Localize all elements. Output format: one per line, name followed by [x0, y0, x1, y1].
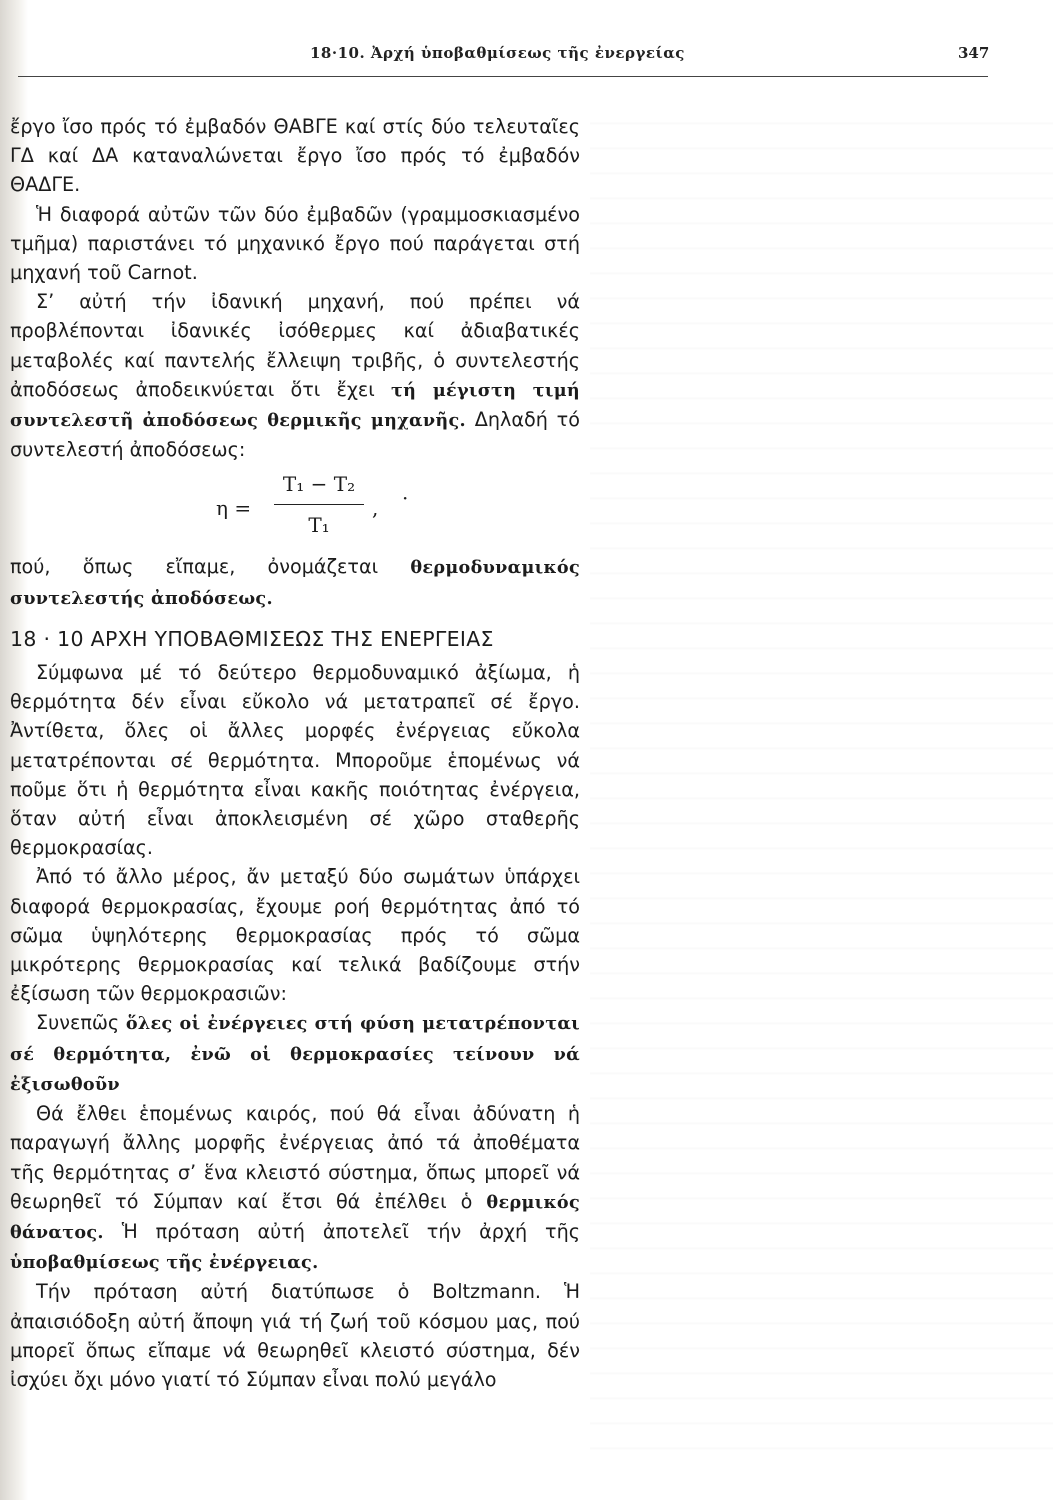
paragraph: Σύμφωνα μέ τό δεύτερο θερμοδυναμικό ἀξίωμα, ἡ θερμότητα δέν εἶναι εὔκολο νά μετατραπεῖ σέ ἔργο. Ἀντίθετα, ὅλες οἱ ἄλλες μορφές ἐνέργειας εὔκολα μετατρέπονται σέ θερμότητα. Μποροῦμε ἑπομένως νά ποῦμε ὅτι ἡ θερμότητα εἶναι κακῆς ποιότητας ἐνέργεια, ὅταν αὐτή εἶναι ἀποκλεισμένη σέ χῶρο σταθερῆς θερμοκρασίας. [10, 661, 580, 860]
running-head: 18·10. Ἀρχή ὑποβαθμίσεως τῆς ἐνεργείας [310, 44, 685, 62]
text-span: Σ’ αὐτή τήν ἰδανική μηχανή, πού πρέπει νά προβλέπονται ἰδανικές ἰσόθερμες καί ἀδιαβατικές μεταβολές καί παντελής ἔλλειψη τριβῆς, ὁ συντελεστής ἀποδόσεως ἀποδεικνύεται ὅτι ἔχει [10, 290, 580, 401]
bold-text: ὅλες οἱ ἐνέργειες στή φύση μετατρέπονται σέ θερμότητα, ἐνῶ οἱ θερμοκρασίες τείνουν νά ἐξισωθοῦν [10, 1013, 580, 1095]
bold-text: θερμικός θάνατος. [10, 1191, 580, 1243]
formula-comma: , [372, 496, 379, 521]
efficiency-formula [10, 470, 580, 548]
text-span: πού, ὅπως εἴπαμε, ὀνομάζεται [10, 555, 379, 579]
header-rule [18, 76, 988, 77]
body-text [10, 112, 580, 1394]
page-number: 347 [958, 44, 990, 62]
text-span: Ἡ πρόταση αὐτή ἀποτελεῖ τήν ἀρχή τῆς [121, 1219, 580, 1243]
formula-denominator: T₁ [308, 512, 330, 537]
paragraph [10, 1099, 580, 1277]
formula-numerator: T₁ − T₂ [282, 472, 356, 497]
bold-text: ὑποβαθμίσεως τῆς ἐνέργειας. [10, 1252, 319, 1274]
paragraph: Τήν πρόταση αὐτή διατύπωσε ὁ Boltzmann. Ἡ ἀπαισιόδοξη αὐτή ἄποψη γιά τή ζωή τοῦ κόσμου μας, πού μπορεῖ ὅπως εἴπαμε νά θεωρηθεῖ κλειστό σύστημα, δέν ἰσχύει ὄχι μόνο γιατί τό Σύμπαν εἶναι πολύ μεγάλο [10, 1280, 580, 1391]
text-span: Δηλαδή τό συντελεστή ἀποδόσεως: [10, 408, 580, 462]
formula-lhs: η = [216, 496, 252, 521]
facing-page-bleed-through [590, 100, 1053, 1460]
text-span: Συνεπῶς [36, 1011, 120, 1035]
text-span: Θά ἔλθει ἑπομένως καιρός, πού θά εἶναι ἀδύνατη ἡ παραγωγή ἄλλης μορφῆς ἐνέργειας ἀπό τά ἀποθέματα τῆς θερμότητας σ’ ἕνα κλειστό σύστημα, ὅπως μπορεῖ νά θεωρηθεῖ τό Σύμπαν καί ἔτσι θά ἐπέλθει ὁ [10, 1102, 580, 1213]
formula-fraction [274, 470, 364, 539]
paragraph [10, 287, 580, 464]
section-heading: 18 · 10 ΑΡΧΗ ΥΠΟΒΑΘΜΙΣΕΩΣ ΤΗΣ ΕΝΕΡΓΕΙΑΣ [10, 626, 494, 651]
paragraph: Ἀπό τό ἄλλο μέρος, ἄν μεταξύ δύο σωμάτων ὑπάρχει διαφορά θερμοκρασίας, ἔχουμε ροή θερμότητας ἀπό τό σῶμα ὑψηλότερης θερμοκρασίας πρός τό σῶμα μικρότερης θερμοκρασίας καί τελικά βαδίζουμε στήν ἐξίσωση τῶν θερμοκρασιῶν: [10, 865, 580, 1006]
paragraph [10, 552, 580, 612]
bold-text: τή μέγιστη τιμή συντελεστῆ ἀποδόσεως θερμικῆς μηχανῆς. [10, 379, 580, 432]
formula-mark: · [402, 486, 409, 511]
paragraph [10, 1008, 580, 1099]
bold-text: θερμοδυναμικός συντελεστής ἀποδόσεως. [10, 557, 580, 609]
paragraph: Ἡ διαφορά αὐτῶν τῶν δύο ἐμβαδῶν (γραμμοσκιασμένο τμῆμα) παριστάνει τό μηχανικό ἔργο πού παράγεται στή μηχανή τοῦ Carnot. [10, 202, 580, 285]
paragraph: ἔργο ἴσο πρός τό ἐμβαδόν ΘΑΒΓΕ καί στίς δύο τελευταῖες ΓΔ καί ΔΑ καταναλώνεται ἔργο ἴσο πρός τό ἐμβαδόν ΘΑΔΓΕ. [10, 115, 580, 197]
